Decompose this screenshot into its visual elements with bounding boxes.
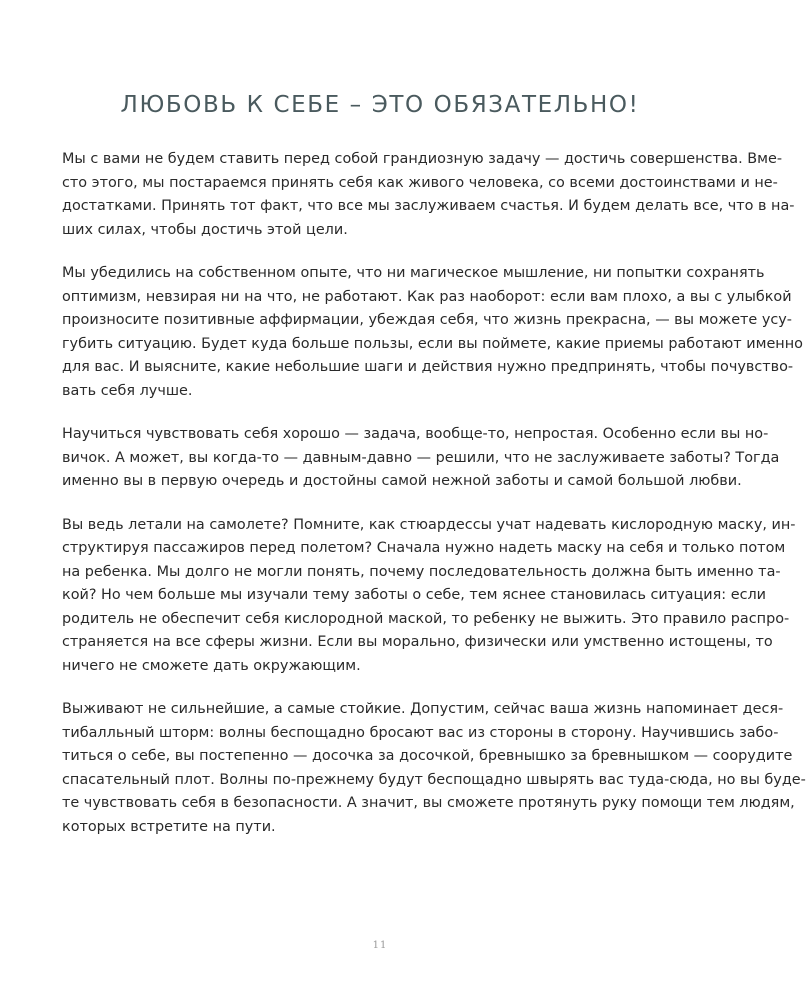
chapter-title: ЛЮБОВЬ К СЕБЕ – ЭТО ОБЯЗАТЕЛЬНО! — [120, 92, 640, 118]
text-line: вичок. А может, вы когда-то — давным-давно — решили, что не заслуживаете заботы? Тогда — [62, 449, 780, 466]
page-number: 11 — [372, 940, 388, 951]
text-line: ших силах, чтобы достичь этой цели. — [62, 221, 348, 238]
text-line: именно вы в первую очередь и достойны самой нежной заботы и самой большой любви. — [62, 473, 742, 489]
text-line: губить ситуацию. Будет куда больше пользы, если вы поймете, какие приемы работают именно — [62, 335, 803, 352]
text-line: кой? Но чем больше мы изучали тему заботы о себе, тем яснее становилась ситуация: если — [62, 587, 767, 603]
body-text — [62, 148, 806, 859]
paragraph-2 — [62, 262, 803, 403]
text-line: Вы ведь летали на самолете? Помните, как стюардессы учат надевать кислородную маску, ин- — [62, 516, 796, 533]
paragraph-5 — [62, 698, 806, 839]
paragraph-3 — [62, 423, 780, 494]
text-line: страняется на все сферы жизни. Если вы морально, физически или умственно истощены, то — [62, 634, 773, 650]
text-line: ничего не сможете дать окружающим. — [62, 657, 361, 674]
text-line: оптимизм, невзирая ни на что, не работают. Как раз наоборот: если вам плохо, а вы с улыбкой — [62, 288, 792, 305]
text-line: структируя пассажиров перед полетом? Сначала нужно надеть маску на себя и только потом — [62, 540, 786, 556]
text-line: произносите позитивные аффирмации, убеждая себя, что жизнь прекрасна, — вы можете усу- — [62, 312, 793, 328]
text-line: на ребенка. Мы долго не могли понять, почему последовательность должна быть именно та- — [62, 563, 781, 580]
text-line: сто этого, мы постараемся принять себя как живого человека, со всеми достоинствами и не- — [62, 174, 778, 191]
paragraph-4 — [62, 514, 796, 679]
text-line: Научиться чувствовать себя хорошо — задача, вообще-то, непростая. Особенно если вы но- — [62, 426, 769, 442]
text-line: вать себя лучше. — [62, 382, 193, 399]
text-line: Мы с вами не будем ставить перед собой грандиозную задачу — достичь совершенства. Вме- — [62, 151, 783, 167]
text-line: титься о себе, вы постепенно — досочка за досочкой, бревнышко за бревнышком — соорудите — [62, 748, 793, 764]
text-line: для вас. И выясните, какие небольшие шаги и действия нужно предпринять, чтобы почувство- — [62, 359, 794, 375]
text-line: Выживают не сильнейшие, а самые стойкие. Допустим, сейчас ваша жизнь напоминает деся- — [62, 701, 784, 717]
text-line: Мы убедились на собственном опыте, что ни магическое мышление, ни попытки сохранять — [62, 265, 765, 281]
text-line: спасательный плот. Волны по-прежнему будут беспощадно швырять вас туда-сюда, но вы буде- — [62, 771, 806, 788]
text-line: родитель не обеспечит себя кислородной маской, то ребенку не выжить. Это правило распро- — [62, 610, 790, 627]
text-line: достатками. Принять тот факт, что все мы заслуживаем счастья. И будем делать все, что в на- — [62, 198, 795, 214]
text-line: тибалльный шторм: волны беспощадно бросают вас из стороны в сторону. Научившись забо- — [62, 724, 779, 741]
paragraph-1 — [62, 148, 795, 242]
text-line: те чувствовать себя в безопасности. А значит, вы сможете протянуть руку помощи тем людям, — [62, 795, 795, 811]
text-line: которых встретите на пути. — [62, 818, 276, 835]
